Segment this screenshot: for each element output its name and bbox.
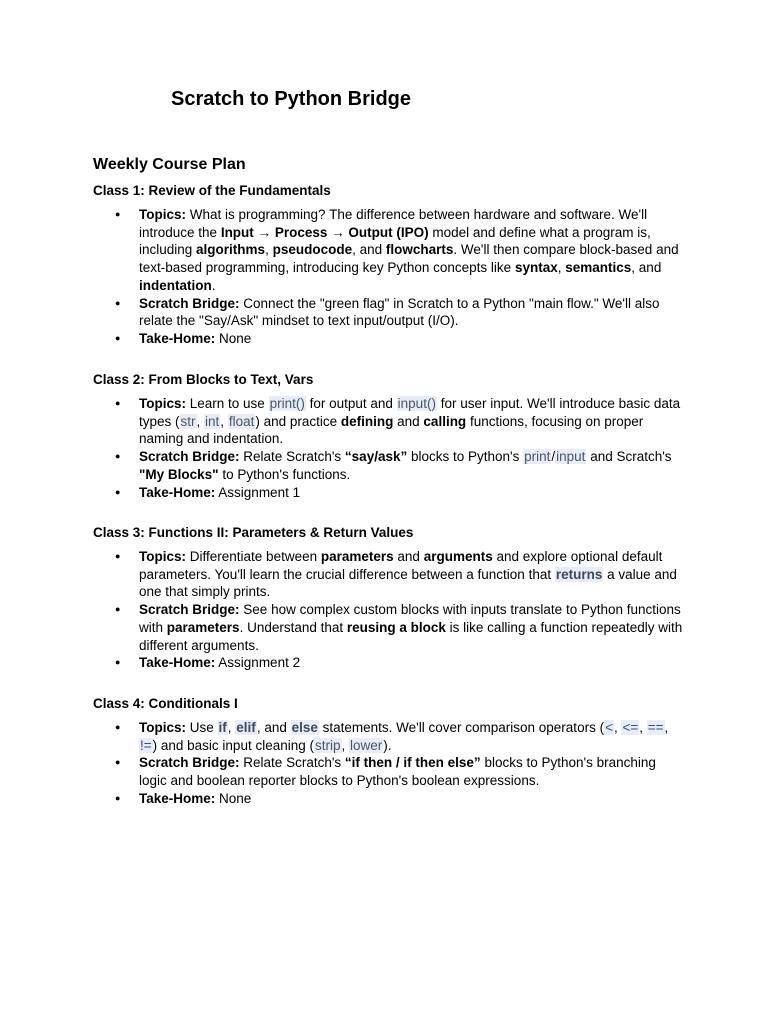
- class-4-bridge: ● Scratch Bridge: Relate Scratch's “if then / if then else” blocks to Python's branching logic and boolean reporter blocks to Python's boolean expressions.: [139, 754, 683, 789]
- takehome-label: Take-Home:: [139, 484, 216, 500]
- class-4-list: [93, 719, 683, 808]
- class-4-takehome: ● Take-Home: None: [139, 790, 683, 808]
- op-eq: ==: [647, 720, 664, 735]
- code-str: str: [180, 413, 196, 429]
- class-1-block: [93, 182, 683, 348]
- code-int: int: [205, 413, 220, 429]
- topics-label: Topics:: [139, 720, 186, 735]
- class-1-bridge: ● Scratch Bridge: Connect the "green flag" in Scratch to a Python "main flow." We'll also relate the "Say/Ask" mindset to text input/output (I/O).: [139, 295, 683, 330]
- takehome-label: Take-Home:: [139, 330, 216, 346]
- code-lower: lower: [350, 737, 383, 753]
- op-ne: !=: [140, 737, 152, 753]
- class-3-bridge: ● Scratch Bridge: See how complex custom blocks with inputs translate to Python functions with parameters. Understand that reusing a block is like calling a function repeatedly with different arguments.: [139, 601, 683, 654]
- bridge-label: Scratch Bridge:: [139, 602, 240, 618]
- class-3-takehome: ● Take-Home: Assignment 2: [139, 654, 683, 672]
- code-returns: returns: [555, 566, 603, 582]
- class-4-topics: ● Topics: Use if, elif, and else statements. We'll cover comparison operators (<, <=, ==, !=) and basic input cleaning (strip, lower).: [139, 719, 683, 754]
- class-3-block: [93, 524, 683, 672]
- class-3-topics: ● Topics: Differentiate between parameters and arguments and explore optional default parameters. You'll learn the crucial difference between a function that returns a value and one that simply prints.: [139, 548, 683, 601]
- class-2-bridge: ● Scratch Bridge: Relate Scratch's “say/ask” blocks to Python's print/input and Scratch's "My Blocks" to Python's functions.: [139, 448, 683, 483]
- class-2-takehome: ● Take-Home: Assignment 1: [139, 484, 683, 502]
- topics-label: Topics:: [139, 207, 186, 222]
- bridge-label: Scratch Bridge:: [139, 755, 240, 771]
- topics-label: Topics:: [139, 396, 186, 411]
- code-else: else: [291, 720, 318, 735]
- code-input: input(): [397, 396, 436, 411]
- class-2-title: Class 2: From Blocks to Text, Vars: [93, 372, 314, 387]
- code-if: if: [218, 720, 227, 735]
- class-4-title: Class 4: Conditionals I: [93, 696, 238, 711]
- code-strip: strip: [315, 737, 341, 753]
- class-2-list: [93, 395, 683, 501]
- bridge-label: Scratch Bridge:: [139, 295, 240, 311]
- class-3-title: Class 3: Functions II: Parameters & Return Values: [93, 525, 414, 540]
- class-1-list: [93, 206, 683, 348]
- op-le: <=: [622, 720, 639, 735]
- section-title: Weekly Course Plan: [93, 156, 246, 173]
- takehome-label: Take-Home:: [139, 655, 216, 671]
- op-lt: <: [605, 720, 613, 735]
- code-elif: elif: [236, 720, 256, 735]
- class-1-takehome: ● Take-Home: None: [139, 330, 683, 348]
- class-1-title: Class 1: Review of the Fundamentals: [93, 183, 331, 198]
- class-2-block: [93, 371, 683, 501]
- topics-label: Topics:: [139, 549, 186, 564]
- class-1-topics: ● Topics: What is programming? The difference between hardware and software. We'll introduce the Input → Process → Output (IPO) model and define what a program is, including algorithms, pseudocode, and flowcharts. We'll then compare block-based and text-based programming, introducing key Python concepts like syntax, semantics, and indentation.: [139, 206, 683, 295]
- takehome-label: Take-Home:: [139, 790, 216, 806]
- class-3-list: [93, 548, 683, 672]
- bridge-label: Scratch Bridge:: [139, 449, 240, 465]
- code-print: print(): [269, 396, 305, 411]
- class-2-topics: ● Topics: Learn to use print() for output and input() for user input. We'll introduce basic data types (str, int, float) and practice defining and calling functions, focusing on proper naming and indentation.: [139, 395, 683, 448]
- class-4-block: [93, 695, 683, 808]
- code-float: float: [228, 413, 255, 429]
- document-title: Scratch to Python Bridge: [170, 88, 412, 110]
